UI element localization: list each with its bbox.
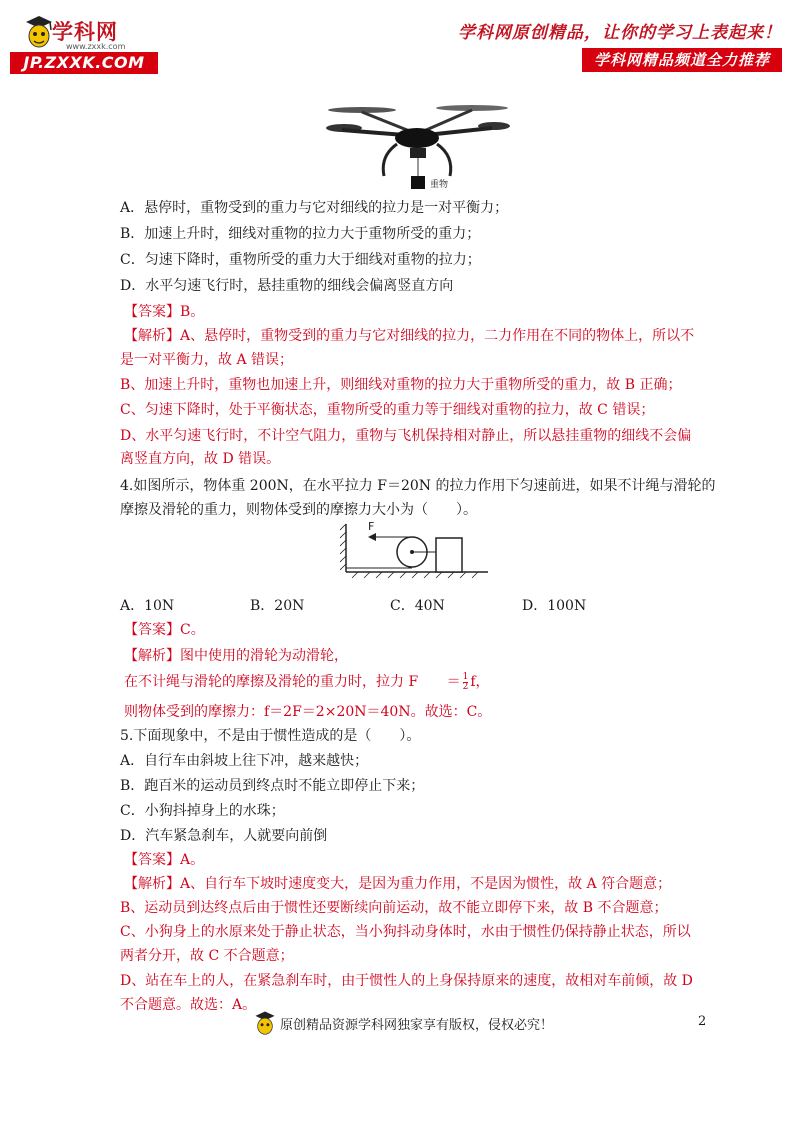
q3-option-c: C．匀速下降时，重物所受的重力大于细线对重物的拉力； — [120, 252, 481, 268]
q5-explanation-line: D、站在车上的人，在紧急刹车时，由于惯性人的上身保持原来的速度，故相对车前倾，故 D — [120, 973, 693, 989]
q5-stem: 5.下面现象中，不是由于惯性造成的是（ ）。 — [120, 728, 421, 744]
fraction — [463, 673, 469, 692]
drone-weight-label: 重物 — [430, 180, 449, 190]
q5-option-b: B．跑百米的运动员到终点时不能立即停止下来； — [120, 778, 425, 794]
header-slogan: 学科网原创精品，让你的学习上表起来！ — [458, 23, 782, 43]
page-number: 2 — [698, 1014, 707, 1029]
q3-explanation-line: 【解析】A、悬停时，重物受到的重力与它对细线的拉力，二力作用在不同的物体上，所以不 — [124, 328, 695, 344]
q3-explanation-line: C、匀速下降时，处于平衡状态，重物所受的重力等于细线对重物的拉力，故 C 错误； — [120, 402, 655, 418]
q3-explanation-line: 离竖直方向，故 D 错误。 — [120, 451, 281, 467]
footer-mascot-icon — [254, 1010, 276, 1038]
q5-explanation-line: C、小狗身上的水原来处于静止状态，当小狗抖动身体时，水由于惯性仍保持静止状态，所以 — [120, 924, 691, 940]
q5-explanation-line: B、运动员到达终点后由于惯性还要断续向前运动，故不能立即停下来，故 B 不合题意； — [120, 900, 668, 916]
q4-option-d: D．100N — [522, 598, 587, 614]
drone-figure — [322, 96, 512, 194]
q5-option-a: A．自行车由斜坡上往下冲，越来越快； — [120, 753, 369, 769]
q4-explanation-text: 在不计绳与滑轮的摩擦及滑轮的重力时，拉力 F — [124, 674, 419, 690]
q4-explanation-line: 则物体受到的摩擦力：f＝2F＝2×20N＝40N。故选：C。 — [124, 704, 492, 720]
pulley-figure — [340, 518, 490, 580]
q5-option-d: D．汽车紧急刹车，人就要向前倒 — [120, 828, 328, 844]
q3-explanation-line: B、加速上升时，重物也加速上升，则细线对重物的拉力大于重物所受的重力，故 B 正确； — [120, 377, 682, 393]
logo-url[interactable]: JP.ZXXK.COM — [10, 52, 158, 74]
q4-stem: 摩擦及滑轮的重力，则物体受到的摩擦力大小为（ ）。 — [120, 502, 477, 518]
mascot-icon — [24, 14, 54, 52]
fraction-denominator: 2 — [462, 681, 469, 692]
q5-explanation-line: 不合题意。故选：A。 — [120, 997, 257, 1013]
logo-name: 学科网 — [52, 20, 118, 44]
q5-answer: 【答案】A。 — [124, 852, 205, 868]
q4-explanation-line: 【解析】图中使用的滑轮为动滑轮， — [124, 648, 348, 664]
q5-explanation-line: 【解析】A、自行车下坡时速度变大，是因为重力作用，不是因为惯性，故 A 符合题意； — [124, 876, 672, 892]
site-logo[interactable] — [10, 8, 160, 74]
q4-answer: 【答案】C。 — [124, 622, 205, 638]
logo-domain: www.zxxk.com — [66, 42, 126, 51]
q3-answer: 【答案】B。 — [124, 304, 205, 320]
q3-option-b: B．加速上升时，细线对重物的拉力大于重物所受的重力； — [120, 226, 481, 242]
q3-option-a: A．悬停时，重物受到的重力与它对细线的拉力是一对平衡力； — [120, 200, 509, 216]
footer-copyright: 原创精品资源学科网独家享有版权，侵权必究！ — [280, 1018, 554, 1033]
q4-explanation-line: 在不计绳与滑轮的摩擦及滑轮的重力时，拉力 F ＝ $\frac{1}{2}$ f， — [124, 671, 490, 692]
q3-explanation-line: D、水平匀速飞行时，不计空气阻力，重物与飞机保持相对静止，所以悬挂重物的细线不会偏 — [120, 428, 692, 444]
q4-option-b: B．20N — [250, 598, 305, 614]
q4-option-a: A．10N — [120, 598, 175, 614]
fraction-numerator: 1 — [462, 671, 469, 682]
q3-explanation-line: 是一对平衡力，故 A 错误； — [120, 352, 294, 368]
q5-option-c: C．小狗抖掉身上的水珠； — [120, 803, 285, 819]
q4-stem: 4.如图所示，物体重 200N，在水平拉力 F＝20N 的拉力作用下匀速前进，如果不计绳与滑轮的 — [120, 478, 716, 494]
header-tag: 学科网精品频道全力推荐 — [582, 48, 782, 72]
q5-explanation-line: 两者分开，故 C 不合题意； — [120, 948, 294, 964]
q4-explanation-tail: f， — [470, 674, 490, 690]
q4-option-c: C．40N — [390, 598, 445, 614]
q3-option-d: D．水平匀速飞行时，悬挂重物的细线会偏离竖直方向 — [120, 278, 454, 294]
force-label: F — [368, 520, 375, 533]
